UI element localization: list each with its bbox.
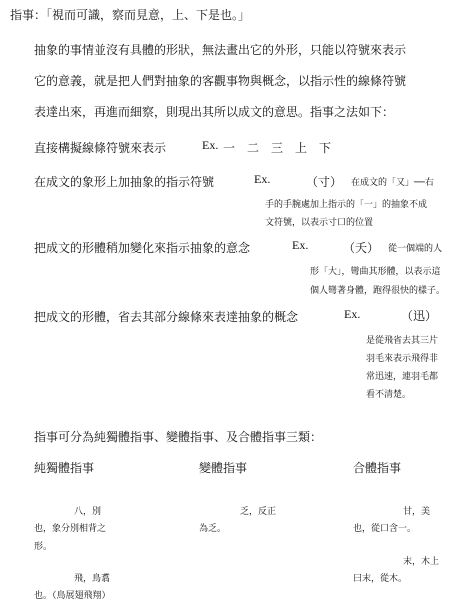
method-3-text: 把成文的形體稍加變化來指示抽象的意念	[34, 241, 251, 255]
intro-line-1: 抽象的事情並沒有具體的形狀，無法畫出它的外形，只能以符號來表示	[34, 43, 407, 57]
intro-line-3: 表達出來，再進而細察，則現出其所以成文的意思。指事之法如下：	[34, 105, 395, 119]
method-4-text: 把成文的形體，省去其部分線條來表達抽象的概念	[34, 310, 299, 324]
method-2-note-line-2: 手的手腕處加上指示的「一」的抽象不成	[265, 200, 428, 210]
method-4-note-line-1: 是從飛省去其三片	[366, 336, 439, 346]
column-title-compound: 合體指事	[353, 461, 402, 475]
method-2-ex-label: Ex.	[254, 172, 271, 186]
method-2-ex-char: （寸）	[306, 175, 343, 189]
column-title-pure: 純獨體指事	[34, 461, 95, 475]
pure-item-1-line-1: 八，別	[74, 507, 102, 517]
method-4-ex-char: （迅）	[401, 309, 438, 323]
method-3-ex-char: （夭）	[343, 241, 380, 255]
pure-item-1-line-2: 也，象分別相背之	[34, 524, 107, 534]
intro-line-2: 它的意義，就是把人們對抽象的客觀事物與概念，以指示性的線條符號	[34, 74, 407, 88]
variant-item-1-line-1: 乏，反正	[240, 507, 277, 517]
heading-prefix: 指事：	[10, 8, 47, 22]
pure-item-2-line-1: 飛，鳥翥	[74, 574, 111, 584]
method-1-ex-chars: 一 二 三 上 下	[223, 141, 332, 155]
method-4-note-line-4: 看不清楚。	[366, 390, 412, 400]
compound-item-1-line-1: 甘，美	[403, 507, 431, 517]
method-3-note-line-2: 形「大」，彎曲其形體，以表示這	[310, 267, 441, 277]
pure-item-2-line-2: 也。（鳥展翅飛翔）	[34, 591, 111, 601]
method-4-note-line-2: 羽毛來表示飛得非	[366, 354, 439, 364]
method-1-text: 直接構擬線條符號來表示	[34, 141, 167, 155]
method-2-note-line-1: 在成文的「又」──右	[351, 178, 434, 188]
heading-line	[10, 6, 250, 23]
method-3-note-line-1: 從一個端的人	[388, 244, 443, 254]
compound-item-2-line-2: 曰末，從木。	[353, 574, 408, 584]
compound-item-2-line-1: 末，木上	[403, 557, 440, 567]
pure-item-1-line-3: 形。	[34, 542, 53, 552]
method-2-note-line-3: 文符號，以表示寸口的位置	[265, 218, 374, 228]
method-4-note-line-3: 常迅速，連羽毛都	[366, 372, 439, 382]
categories-intro: 指事可分為純獨體指事、變體指事、及合體指事三類：	[34, 430, 323, 444]
compound-item-1-line-2: 也，從口含一。	[353, 524, 417, 534]
method-4-ex-label: Ex.	[344, 307, 361, 321]
heading-quote: 「視而可識，察而見意，上、下是也。」	[46, 8, 251, 22]
method-2-text: 在成文的象形上加抽象的指示符號	[34, 175, 215, 189]
variant-item-1-line-2: 為乏。	[199, 524, 227, 534]
method-1-ex-label: Ex.	[202, 138, 219, 152]
method-3-ex-label: Ex.	[292, 238, 309, 252]
column-title-variant: 變體指事	[199, 461, 248, 475]
method-3-note-line-3: 個人彎著身體，跑得很快的樣子。	[310, 286, 446, 296]
